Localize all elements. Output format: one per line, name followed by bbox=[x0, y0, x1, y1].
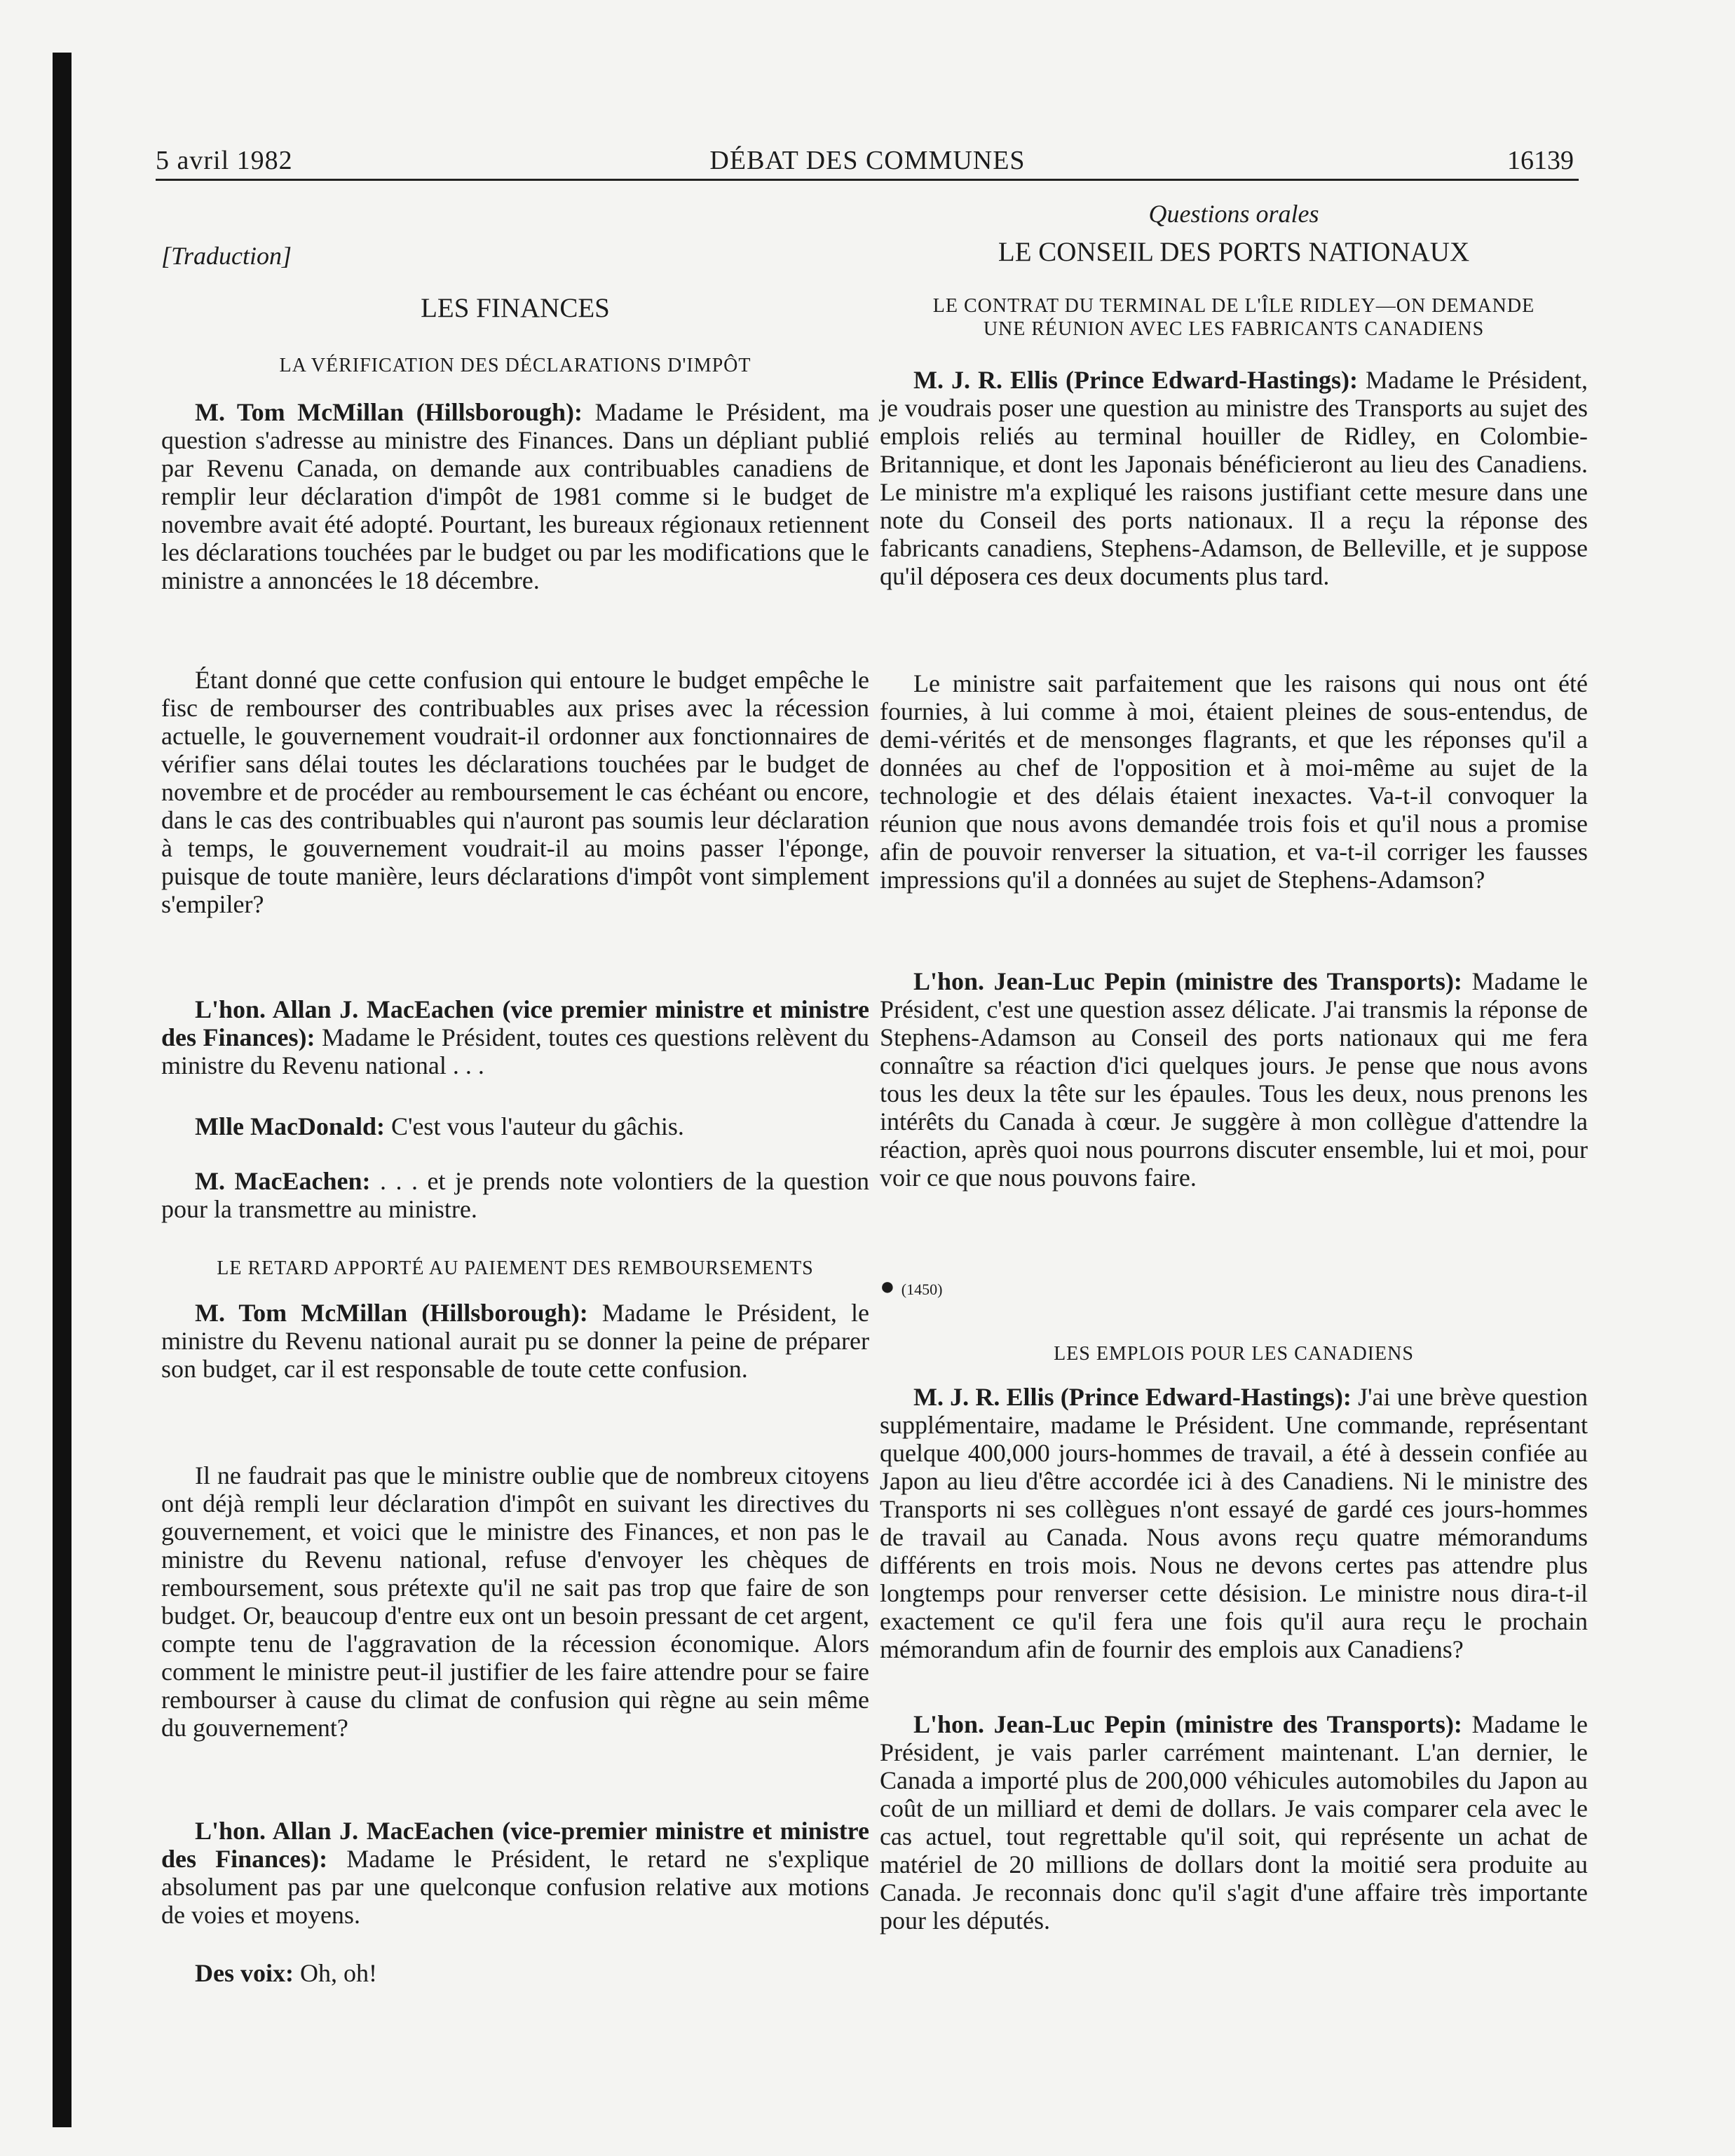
speaker-name: Mlle MacDonald: bbox=[195, 1112, 385, 1140]
speech-text: Le ministre sait parfaitement que les raisons qui nous ont été fournies, à lui comme à moi, étaient pleines de sous-entendus, de demi-vérités et de mensonges flagrants, et que les réponses qu'il a données au chef de l'opposition et à moi-même au sujet de la technologie et des délais étaient inexactes. Va-t-il convoquer la réunion que nous avons demandée trois fois et qu'il nous a promise afin de pouvoir renverser la situation, et va-t-il corriger les fausses impressions qu'il a données au sujet de Stephens-Adamson? bbox=[880, 669, 1588, 894]
paragraph-maceachen-3 bbox=[161, 1817, 869, 1929]
speaker-name: M. Tom McMillan (Hillsborough): bbox=[195, 1299, 588, 1327]
bullet-icon: ● bbox=[880, 1272, 895, 1300]
emplois-subhead: LES EMPLOIS POUR LES CANADIENS bbox=[1054, 1343, 1414, 1365]
ports-subhead-line-1: LE CONTRAT DU TERMINAL DE L'ÎLE RIDLEY—ON DEMANDE bbox=[932, 295, 1535, 317]
speech-text: Madame le Président, ma question s'adresse au ministre des Finances. Dans un dépliant publié par Revenu Canada, on demande aux contribuables canadiens de remplir leur déclaration d'impôt de 1981 comme si le budget de novembre avait été adopté. Pourtant, les bureaux régionaux retiennent les déclarations touchées par le budget ou par les modifications que le ministre a annoncées le 18 décembre. bbox=[161, 398, 870, 594]
speaker-name: M. J. R. Ellis (Prince Edward-Hastings): bbox=[913, 366, 1359, 394]
time-marker-text: (1450) bbox=[901, 1281, 943, 1298]
paragraph-pepin-1 bbox=[880, 967, 1588, 1192]
time-marker bbox=[880, 1272, 1588, 1304]
speaker-name: M. Tom McMillan (Hillsborough): bbox=[195, 398, 583, 426]
header-page-number: 16139 bbox=[1507, 146, 1574, 175]
paragraph-mcmillan-3 bbox=[161, 1299, 869, 1383]
header-title: DÉBAT DES COMMUNES bbox=[709, 146, 1026, 175]
speech-text: Madame le Président, c'est une question assez délicate. J'ai transmis la réponse de Stephens-Adamson au Conseil des ports nationaux qui me fera connaître sa réaction d'ici quelques jours. Je pense que nous avons tous les deux la tête sur les épaules. Tous les deux, nous prenons les intérêts du Canada à cœur. Je suggère à mon collègue d'attendre la réaction, après quoi nous pourrons discuter ensemble, lui et moi, pour voir ce que nous pouvons faire. bbox=[880, 967, 1588, 1192]
speaker-name: M. J. R. Ellis (Prince Edward-Hastings): bbox=[913, 1383, 1352, 1411]
finances-heading: LES FINANCES bbox=[421, 293, 610, 323]
speech-text: . . . et je prends note volontiers de la question pour la transmettre au ministre. bbox=[161, 1167, 870, 1223]
speaker-name: Des voix: bbox=[195, 1959, 294, 1987]
speaker-name: L'hon. Jean-Luc Pepin (ministre des Transports): bbox=[913, 1710, 1462, 1738]
paragraph-macdonald bbox=[161, 1112, 869, 1140]
paragraph-pepin-2 bbox=[880, 1710, 1588, 1935]
speech-text: Madame le Président, je vais parler carrément maintenant. L'an dernier, le Canada a importé plus de 200,000 véhicules automobiles du Japon au coût de un milliard et demi de dollars. Je vais comparer cela avec le cas actuel, tout regrettable qu'il soit, qui représente un achat de matériel de 20 millions de dollars dont la moitié sera produite au Canada. Je reconnais donc qu'il s'agit d'une affaire très importante pour les députés. bbox=[880, 1710, 1588, 1935]
speaker-name: M. MacEachen: bbox=[195, 1167, 371, 1195]
paragraph-mcmillan-2 bbox=[161, 666, 869, 918]
paragraph-mcmillan-4 bbox=[161, 1461, 869, 1742]
speaker-name: L'hon. Allan J. MacEachen (vice premier ministre et ministre des Finances): bbox=[161, 995, 869, 1051]
speech-text: Il ne faudrait pas que le ministre oublie que de nombreux citoyens ont déjà rempli leur déclaration d'impôt en suivant les directives du gouvernement, et voici que le ministre des Finances, et non pas le ministre du Revenu national, refuse d'envoyer les chèques de remboursement, sous prétexte qu'il ne sait pas trop que faire de son budget. Or, beaucoup d'entre eux ont un besoin pressant de cet argent, compte tenu de l'aggravation de la récession économique. Alors comment le ministre peut-il justifier de les faire attendre pour se faire rembourser à cause du climat de confusion qui règne au sein même du gouvernement? bbox=[161, 1461, 869, 1742]
speech-text: Madame le Président, le ministre du Revenu national aurait pu se donner la peine de préparer son budget, car il est responsable de toute cette confusion. bbox=[161, 1299, 870, 1383]
ports-heading: LE CONSEIL DES PORTS NATIONAUX bbox=[998, 237, 1470, 267]
speech-text: C'est vous l'auteur du gâchis. bbox=[390, 1112, 684, 1140]
paragraph-ellis-1 bbox=[880, 366, 1588, 590]
speech-text: Madame le Président, je voudrais poser une question au ministre des Transports au sujet des emplois reliés au terminal houiller de Ridley, en Colombie-Britannique, et dont les Japonais bénéficieront au lieu des Canadiens. Le ministre m'a expliqué les raisons justifiant cette mesure dans une note du Conseil des ports nationaux. Il a reçu la réponse des fabricants canadiens, Stephens-Adamson, de Belleville, et je suppose qu'il déposera ces deux documents plus tard. bbox=[880, 366, 1588, 590]
retard-subhead: LE RETARD APPORTÉ AU PAIEMENT DES REMBOURSEMENTS bbox=[217, 1257, 814, 1279]
finances-subhead: LA VÉRIFICATION DES DÉCLARATIONS D'IMPÔT bbox=[279, 355, 751, 376]
paragraph-ellis-3 bbox=[880, 1383, 1588, 1663]
speech-text: Étant donné que cette confusion qui entoure le budget empêche le fisc de rembourser des contribuables aux prises avec la récession actuelle, le gouvernement voudrait-il ordonner aux fonctionnaires de vérifier sans délai toutes les déclarations touchées par le budget de novembre et de procéder au remboursement le cas échéant ou encore, dans le cas des contribuables qui n'auront pas soumis leur déclaration à temps, le gouvernement voudrait-il au moins passer l'éponge, puisque de toute manière, leurs déclarations d'impôt vont simplement s'empiler? bbox=[161, 666, 869, 918]
paragraph-maceachen-2 bbox=[161, 1167, 869, 1223]
header-rule bbox=[156, 179, 1579, 181]
speech-text: Oh, oh! bbox=[299, 1959, 377, 1987]
traduction-note: [Traduction] bbox=[161, 242, 292, 270]
speaker-name: L'hon. Allan J. MacEachen (vice-premier ministre et ministre des Finances): bbox=[161, 1817, 869, 1873]
paragraph-des-voix bbox=[161, 1959, 869, 1987]
speech-text: Madame le Président, toutes ces questions relèvent du ministre du Revenu national . . . bbox=[161, 1023, 870, 1079]
speaker-name: L'hon. Jean-Luc Pepin (ministre des Transports): bbox=[913, 967, 1462, 995]
paragraph-ellis-2 bbox=[880, 669, 1588, 894]
paragraph-maceachen-1 bbox=[161, 995, 869, 1079]
ports-subhead-line-2: UNE RÉUNION AVEC LES FABRICANTS CANADIENS bbox=[983, 318, 1485, 340]
questions-orales-label: Questions orales bbox=[1148, 200, 1319, 228]
paragraph-mcmillan-1 bbox=[161, 398, 869, 594]
binding-edge bbox=[53, 53, 72, 2127]
ports-subhead bbox=[880, 294, 1588, 341]
speech-text: J'ai une brève question supplémentaire, madame le Président. Une commande, représentant quelque 400,000 jours-hommes de travail, a été à dessein confiée au Japon au lieu d'être accordée ici à des Canadiens. Ni le ministre des Transports ni ses collègues n'ont essayé de gardé ces jours-hommes de travail au Canada. Nous avons reçu quatre mémorandums différents en trois mois. Nous ne devons certes pas attendre plus longtemps pour renverser cette désision. Le ministre nous dira-t-il exactement ce qu'il fera une fois qu'il aura reçu le prochain mémorandum afin de fournir des emplois aux Canadiens? bbox=[880, 1383, 1588, 1663]
speech-text: Madame le Président, le retard ne s'explique absolument pas par une quelconque confusion relative aux motions de voies et moyens. bbox=[161, 1845, 869, 1929]
header-date: 5 avril 1982 bbox=[156, 146, 293, 175]
